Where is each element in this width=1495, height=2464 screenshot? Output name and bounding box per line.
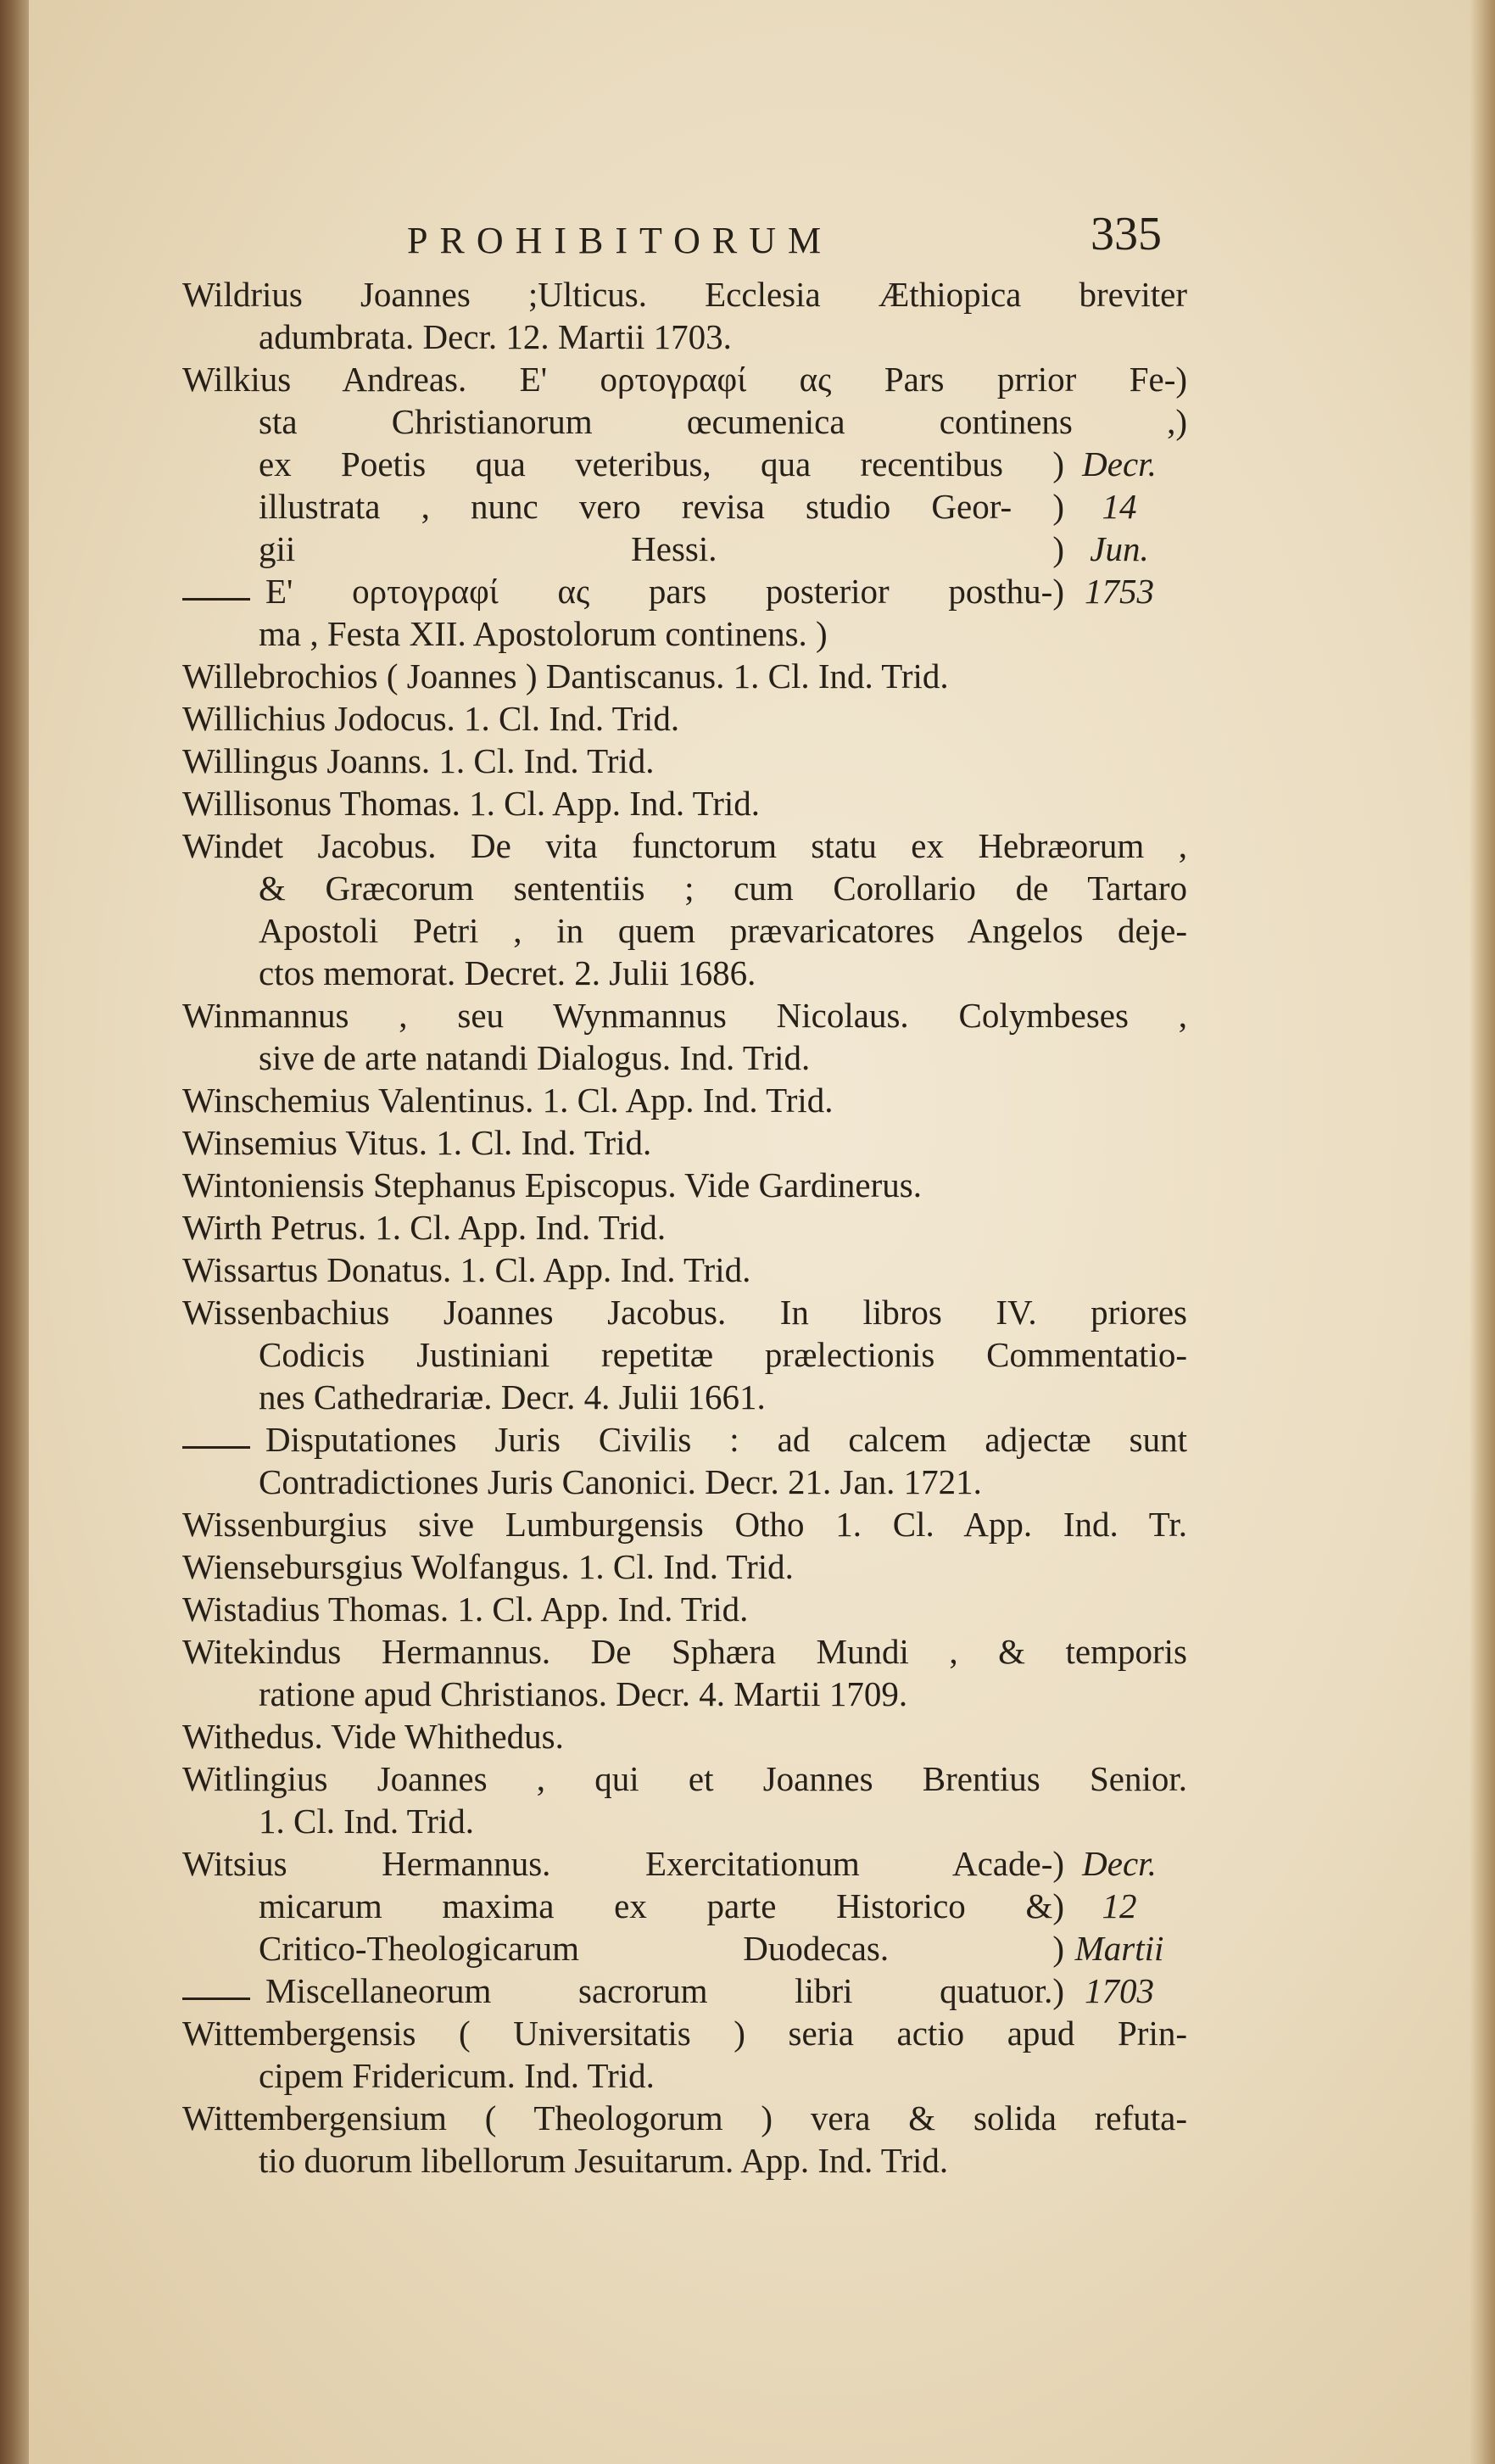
- line-text: Wittembergensium ( Theologorum ) vera & solida refuta-: [182, 2098, 1187, 2137]
- text-line: [182, 1291, 1187, 1333]
- line-text: ma , Festa XII. Apostolorum continens. ): [259, 614, 828, 653]
- text-line: [182, 1249, 1187, 1291]
- side-note: 14: [1102, 487, 1137, 526]
- line-text: Willichius Jodocus. 1. Cl. Ind. Trid.: [182, 699, 680, 738]
- line-text: Winmannus , seu Wynmannus Nicolaus. Colymbeses ,: [182, 996, 1187, 1035]
- text-line: [182, 1333, 1187, 1376]
- line-text: Witekindus Hermannus. De Sphæra Mundi , & temporis: [182, 1632, 1187, 1671]
- text-line: [182, 1630, 1187, 1673]
- line-text: ex Poetis qua veteribus, qua recentibus ): [259, 444, 1064, 483]
- side-note: 12: [1102, 1886, 1137, 1925]
- text-line: [182, 1715, 1187, 1757]
- line-text: ratione apud Christianos. Decr. 4. Martii 1709.: [259, 1674, 908, 1713]
- line-text: tio duorum libellorum Jesuitarum. App. Ind. Trid.: [259, 2141, 949, 2180]
- line-text: Withedus. Vide Whithedus.: [182, 1717, 564, 1756]
- line-text: Willisonus Thomas. 1. Cl. App. Ind. Trid.: [182, 784, 761, 823]
- line-text: Wittembergensis ( Universitatis ) seria actio apud Prin-: [182, 2014, 1187, 2053]
- line-text: cipem Fridericum. Ind. Trid.: [259, 2056, 655, 2095]
- line-text: sta Christianorum œcumenica continens ,): [259, 402, 1187, 441]
- line-text: Wissenbachius Joannes Jacobus. In libros IV. priores: [182, 1293, 1187, 1332]
- line-text: Winsemius Vitus. 1. Cl. Ind. Trid.: [182, 1123, 652, 1162]
- text-line: [182, 1545, 1187, 1588]
- text-line: [182, 655, 1187, 697]
- line-text: Wistadius Thomas. 1. Cl. App. Ind. Trid.: [182, 1590, 749, 1629]
- text-line: [182, 528, 1187, 570]
- text-line: [182, 952, 1187, 994]
- line-text: Wiensebursgius Wolfangus. 1. Cl. Ind. Trid.: [182, 1547, 794, 1586]
- line-text: Wintoniensis Stephanus Episcopus. Vide Gardinerus.: [182, 1165, 922, 1204]
- line-text: E' ορτογραφί ας pars posterior posthu-): [265, 572, 1064, 611]
- text-line: [182, 1842, 1187, 1885]
- text-line: [182, 612, 1187, 655]
- index-entries: [182, 273, 1187, 2182]
- text-line: [182, 1970, 1187, 2012]
- line-text: adumbrata. Decr. 12. Martii 1703.: [259, 317, 732, 356]
- text-line: [182, 824, 1187, 867]
- side-note: Decr.: [1082, 1844, 1157, 1883]
- side-note: Martii: [1074, 1929, 1164, 1968]
- line-text: Wirth Petrus. 1. Cl. App. Ind. Trid.: [182, 1208, 667, 1247]
- text-line: [182, 1800, 1187, 1842]
- text-line: [182, 2139, 1187, 2182]
- page-right-edge: [1470, 0, 1495, 2464]
- line-text: Wildrius Joannes ;Ulticus. Ecclesia Æthiopica breviter: [182, 275, 1187, 314]
- text-line: [182, 1376, 1187, 1418]
- text-line: [182, 358, 1187, 400]
- text-line: [182, 1164, 1187, 1206]
- text-line: [182, 782, 1187, 824]
- line-text: Wilkius Andreas. E' ορτογραφί ας Pars prrior Fe-): [182, 360, 1187, 399]
- line-text: Wissartus Donatus. 1. Cl. App. Ind. Trid.: [182, 1250, 751, 1289]
- text-line: [182, 1461, 1187, 1503]
- line-text: Willebrochios ( Joannes ) Dantiscanus. 1. Cl. Ind. Trid.: [182, 657, 949, 696]
- page-left-edge: [0, 0, 29, 2464]
- line-text: sive de arte natandi Dialogus. Ind. Trid.: [259, 1038, 811, 1077]
- text-line: [182, 1121, 1187, 1164]
- page-number: 335: [1091, 208, 1162, 260]
- text-line: [182, 867, 1187, 909]
- text-line: [182, 1206, 1187, 1249]
- page-header: [407, 208, 1162, 278]
- text-line: [182, 1036, 1187, 1079]
- text-line: [182, 2012, 1187, 2054]
- ditto-dash: [182, 1997, 250, 2000]
- line-text: Apostoli Petri , in quem prævaricatores Angelos deje-: [259, 911, 1187, 950]
- side-note: Jun.: [1090, 529, 1149, 568]
- text-line: [182, 1079, 1187, 1121]
- line-text: Windet Jacobus. De vita functorum statu ex Hebræorum ,: [182, 826, 1187, 865]
- line-text: Witlingius Joannes , qui et Joannes Brentius Senior.: [182, 1759, 1187, 1798]
- side-note: Decr.: [1082, 444, 1157, 483]
- line-text: Wissenburgius sive Lumburgensis Otho 1. Cl. App. Ind. Tr.: [182, 1505, 1187, 1544]
- text-line: [182, 1673, 1187, 1715]
- text-line: [182, 1885, 1187, 1927]
- text-line: [182, 273, 1187, 316]
- text-line: [182, 2097, 1187, 2139]
- line-text: Winschemius Valentinus. 1. Cl. App. Ind. Trid.: [182, 1081, 834, 1120]
- text-line: [182, 1757, 1187, 1800]
- line-text: nes Cathedrariæ. Decr. 4. Julii 1661.: [259, 1377, 766, 1416]
- line-text: Contradictiones Juris Canonici. Decr. 21. Jan. 1721.: [259, 1462, 982, 1501]
- text-line: [182, 1418, 1187, 1461]
- text-line: [182, 2054, 1187, 2097]
- text-line: [182, 1588, 1187, 1630]
- running-head: PROHIBITORUM: [407, 220, 834, 261]
- line-text: Disputationes Juris Civilis : ad calcem adjectæ sunt: [265, 1420, 1187, 1459]
- text-line: [182, 443, 1187, 485]
- text-line: [182, 994, 1187, 1036]
- line-text: Miscellaneorum sacrorum libri quatuor.): [265, 1971, 1064, 2010]
- ditto-dash: [182, 598, 250, 601]
- line-text: gii Hessi. ): [259, 529, 1064, 568]
- ditto-dash: [182, 1446, 250, 1449]
- line-text: illustrata , nunc vero revisa studio Geor- ): [259, 487, 1064, 526]
- line-text: Codicis Justiniani repetitæ prælectionis Commentatio-: [259, 1335, 1187, 1374]
- text-line: [182, 400, 1187, 443]
- side-note: 1753: [1085, 572, 1154, 611]
- line-text: & Græcorum sententiis ; cum Corollario de Tartaro: [259, 869, 1187, 908]
- text-line: [182, 1927, 1187, 1970]
- line-text: ctos memorat. Decret. 2. Julii 1686.: [259, 953, 756, 992]
- text-line: [182, 316, 1187, 358]
- line-text: Witsius Hermannus. Exercitationum Acade-): [182, 1844, 1064, 1883]
- text-line: [182, 570, 1187, 612]
- text-line: [182, 1503, 1187, 1545]
- side-note: 1703: [1085, 1971, 1154, 2010]
- line-text: micarum maxima ex parte Historico &): [259, 1886, 1064, 1925]
- line-text: Willingus Joanns. 1. Cl. Ind. Trid.: [182, 741, 655, 780]
- line-text: 1. Cl. Ind. Trid.: [259, 1802, 475, 1841]
- text-line: [182, 740, 1187, 782]
- text-line: [182, 909, 1187, 952]
- text-line: [182, 697, 1187, 740]
- line-text: Critico-Theologicarum Duodecas. ): [259, 1929, 1064, 1968]
- text-line: [182, 485, 1187, 528]
